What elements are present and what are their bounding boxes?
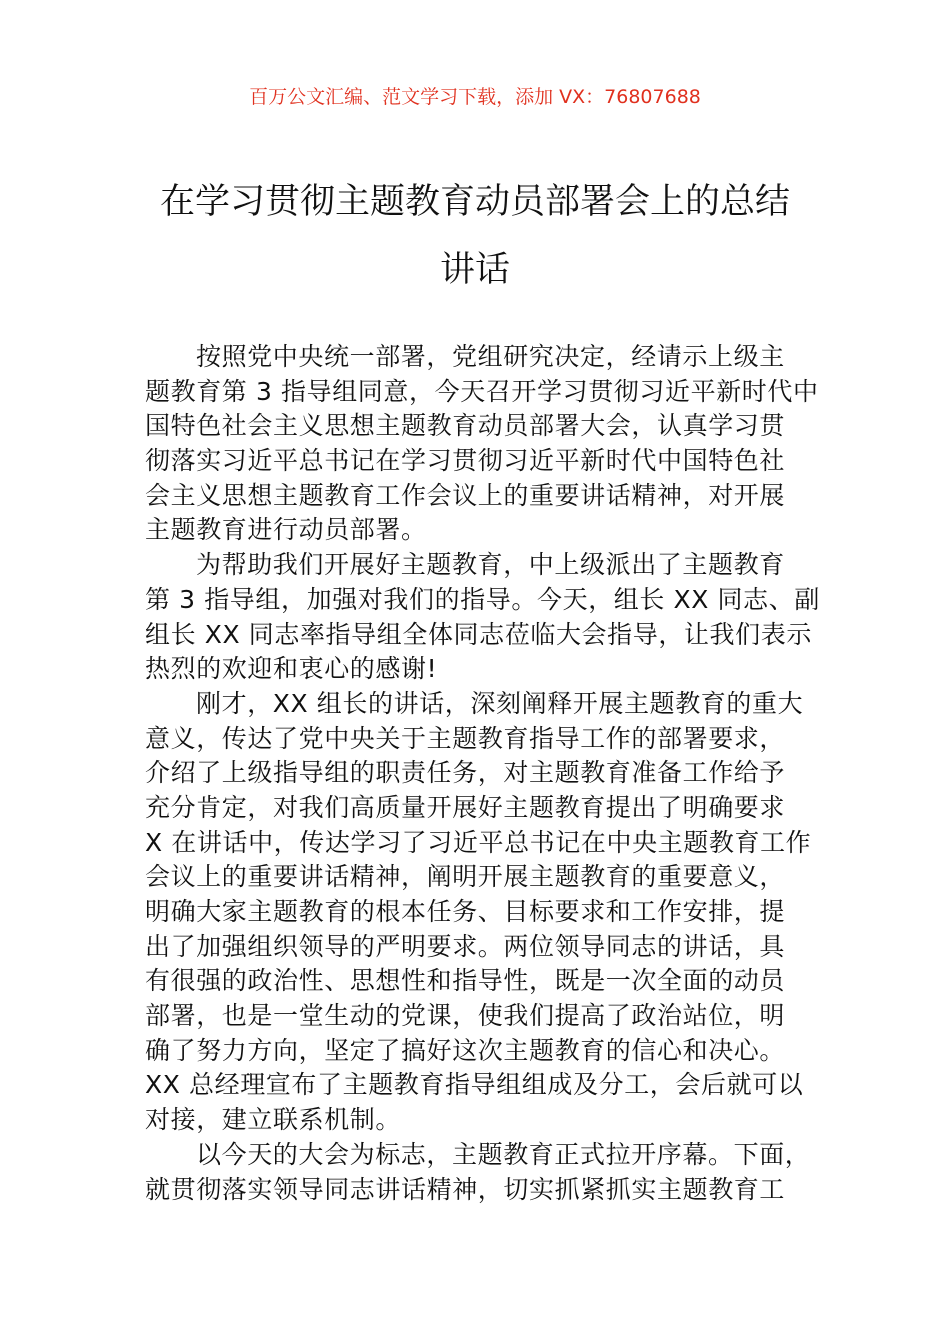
text-line: 意义，传达了党中央关于主题教育指导工作的部署要求， [145, 723, 786, 753]
text-line: 组长 XX 同志率指导组全体同志莅临大会指导，让我们表示 [145, 619, 812, 649]
text-line: 部署，也是一堂生动的党课，使我们提高了政治站位，明 [145, 1001, 786, 1031]
text-line: 出了加强组织领导的严明要求。两位领导同志的讲话，具 [145, 931, 786, 961]
text-line: 会主义思想主题教育工作会议上的重要讲话精神，对开展 [145, 480, 786, 510]
text-line: 第 3 指导组，加强对我们的指导。今天，组长 XX 同志、副 [145, 584, 820, 614]
text-line: 明确大家主题教育的根本任务、目标要求和工作安排，提 [145, 897, 786, 926]
text-line: 热烈的欢迎和衷心的感谢! [145, 654, 438, 684]
text-line: X 在讲话中，传达学习了习近平总书记在中央主题教育工作 [145, 827, 812, 857]
document-title-line-1: 在学习贯彻主题教育动员部署会上的总结 [159, 182, 790, 222]
document-body [145, 340, 825, 1207]
text-line: 确了努力方向，坚定了搞好这次主题教育的信心和决心。 [145, 1035, 786, 1065]
text-line: 主题教育进行动员部署。 [145, 515, 427, 545]
paragraph [145, 340, 825, 548]
text-line: 按照党中央统一部署，党组研究决定，经请示上级主 [196, 342, 785, 371]
text-line: 对接，建立联系机制。 [145, 1105, 402, 1135]
document-title-line-2: 讲话 [439, 250, 510, 290]
paragraph [145, 548, 825, 687]
text-line: XX 总经理宣布了主题教育指导组组成及分工，会后就可以 [145, 1070, 804, 1100]
text-line: 彻落实习近平总书记在学习贯彻习近平新时代中国特色社 [145, 446, 786, 476]
text-line: 充分肯定，对我们高质量开展好主题教育提出了明确要求 [145, 792, 786, 822]
paragraph [145, 687, 825, 1138]
text-line: 有很强的政治性、思想性和指导性，既是一次全面的动员 [145, 966, 786, 996]
paragraph [145, 1138, 825, 1207]
text-line: 介绍了上级指导组的职责任务，对主题教育准备工作给予 [145, 758, 786, 788]
text-line: 为帮助我们开展好主题教育，中上级派出了主题教育 [196, 550, 785, 580]
text-line: 刚才，XX 组长的讲话，深刻阐释开展主题教育的重大 [196, 688, 804, 718]
watermark-header: 百万公文汇编、范文学习下载，添加 VX：76807688 [249, 86, 701, 108]
text-line: 会议上的重要讲话精神，阐明开展主题教育的重要意义， [145, 862, 786, 892]
text-line: 以今天的大会为标志，主题教育正式拉开序幕。下面， [196, 1139, 811, 1169]
text-line: 国特色社会主义思想主题教育动员部署大会，认真学习贯 [145, 411, 786, 441]
text-line: 题教育第 3 指导组同意，今天召开学习贯彻习近平新时代中 [145, 376, 819, 406]
text-line: 就贯彻落实领导同志讲话精神，切实抓紧抓实主题教育工 [145, 1174, 786, 1204]
